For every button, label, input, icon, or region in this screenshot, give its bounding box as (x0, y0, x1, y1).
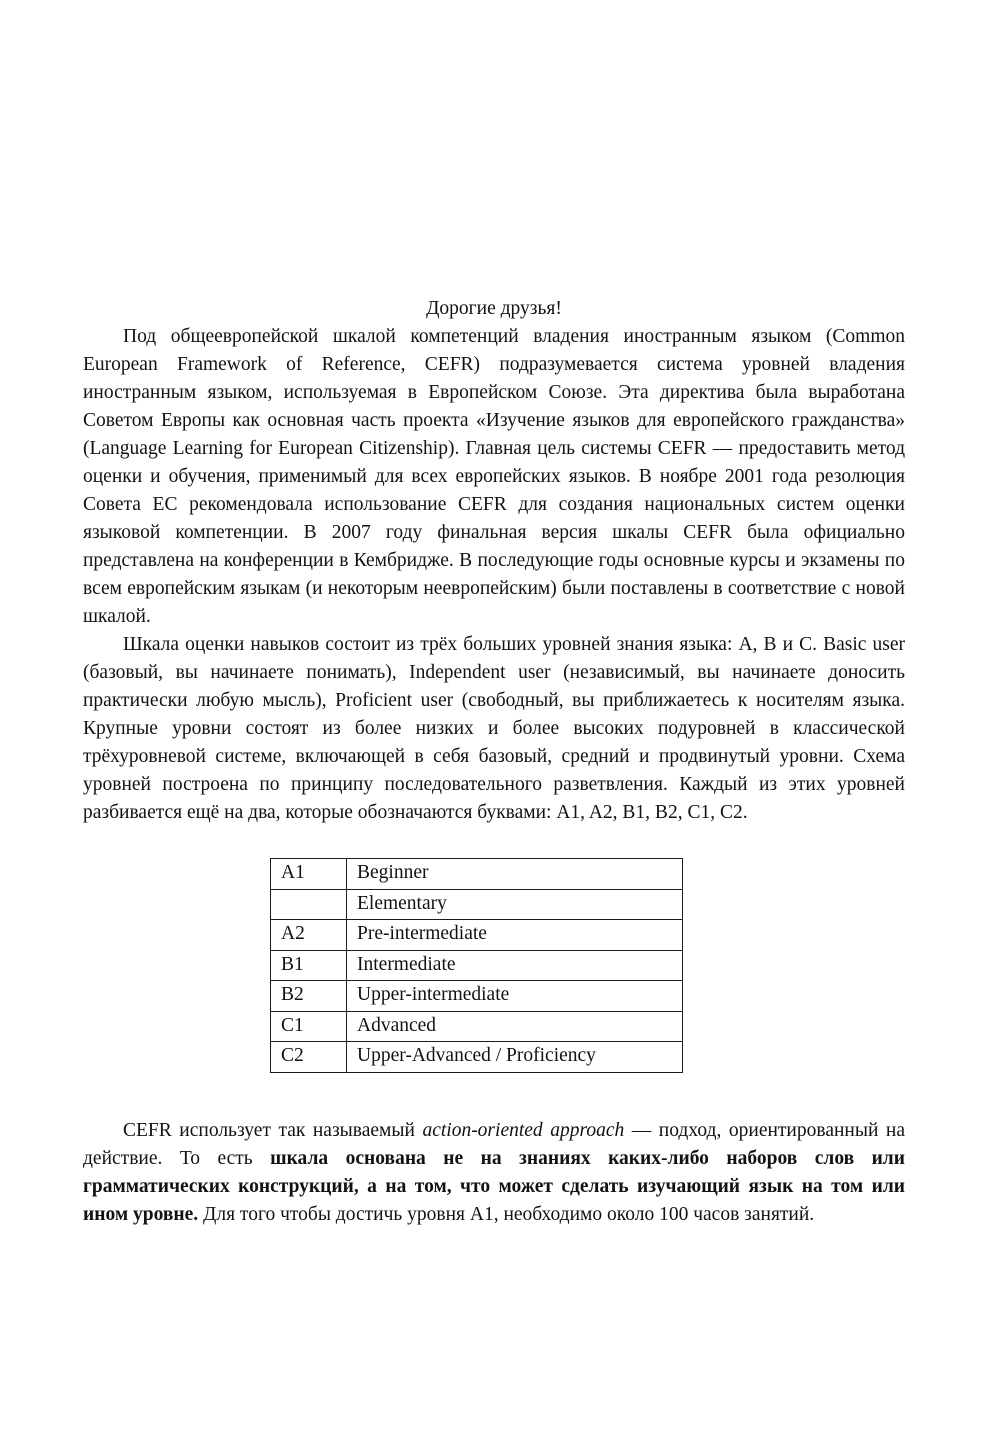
table-row (271, 920, 683, 951)
table-row (271, 1042, 683, 1073)
paragraph (83, 1117, 905, 1229)
level-code-cell: C2 (271, 1042, 347, 1073)
level-code-cell (271, 889, 347, 920)
level-name-cell: Pre-intermediate (347, 920, 683, 951)
table-row (271, 889, 683, 920)
text-run-normal: CEFR использует так называемый (123, 1119, 423, 1141)
text-run-bold: шкала основана не на знаниях каких-либо наборов слов или грамматических конструкций, а на том, что может сделать изучающий язык на том или ином уровне. (83, 1147, 905, 1225)
after-table-paragraphs (83, 1117, 905, 1229)
intro-paragraphs (83, 323, 905, 827)
level-name-cell: Advanced (347, 1011, 683, 1042)
level-name-cell: Upper-Advanced / Proficiency (347, 1042, 683, 1073)
paragraph (83, 323, 905, 631)
cefr-levels-table (270, 858, 683, 1073)
level-code-cell: B1 (271, 950, 347, 981)
level-name-cell: Upper-intermediate (347, 981, 683, 1012)
level-name-cell: Beginner (347, 859, 683, 890)
level-code-cell: A2 (271, 920, 347, 951)
text-run-italic: action-oriented approach (422, 1119, 625, 1141)
level-name-cell: Intermediate (347, 950, 683, 981)
table-row (271, 981, 683, 1012)
level-code-cell: A1 (271, 859, 347, 890)
text-run-normal: — подход, ориентированный на действие. То есть (83, 1119, 906, 1169)
table-row (271, 1011, 683, 1042)
page-title: Дорогие друзья! (426, 298, 562, 319)
table-row (271, 859, 683, 890)
text-run-normal: Под общеевропейской шкалой компетенций владения иностранным языком (Common European Framework of Reference, CEFR) подразумевается система уровней владения иностранным языком, используемая в Европейском Союзе. Эта директива была выработана Советом Европы как основная часть проекта «Изучение языков для европейского гражданства» (Language Learning for European Citizenship). Главная цель системы CEFR — предоставить метод оценки и обучения, применимый для всех европейских языков. В ноябре 2001 года резолюция Совета ЕС рекомендовала использование CEFR для создания национальных систем оценки языковой компетенции. В 2007 году финальная версия шкалы CEFR была официально представлена на конференции в Кембридже. В последующие годы основные курсы и экзамены по всем европейским языкам (и некоторым неевропейским) были поставлены в соответствие с новой шкалой. (83, 326, 905, 627)
level-code-cell: B2 (271, 981, 347, 1012)
text-run-normal: Шкала оценки навыков состоит из трёх больших уровней знания языка: A, B и C. Basic user (базовый, вы начинаете понимать), Independent user (независимый, вы начинаете доносить практически любую мысль), Proficient user (свободный, вы приближаетесь к носителям языка. Крупные уровни состоят из более низких и более высоких подуровней в классической трёхуровневой системе, включающей в себя базовый, средний и продвинутый уровни. Схема уровней построена по принципу последовательного разветвления. Каждый из этих уровней разбивается ещё на два, которые обозначаются буквами: A1, A2, B1, B2, C1, C2. (83, 634, 905, 823)
level-code-cell: C1 (271, 1011, 347, 1042)
text-run-normal: Для того чтобы достичь уровня A1, необходимо около 100 часов занятий. (198, 1203, 815, 1225)
cefr-table-body (271, 859, 683, 1073)
paragraph (83, 631, 905, 827)
table-row (271, 950, 683, 981)
level-name-cell: Elementary (347, 889, 683, 920)
